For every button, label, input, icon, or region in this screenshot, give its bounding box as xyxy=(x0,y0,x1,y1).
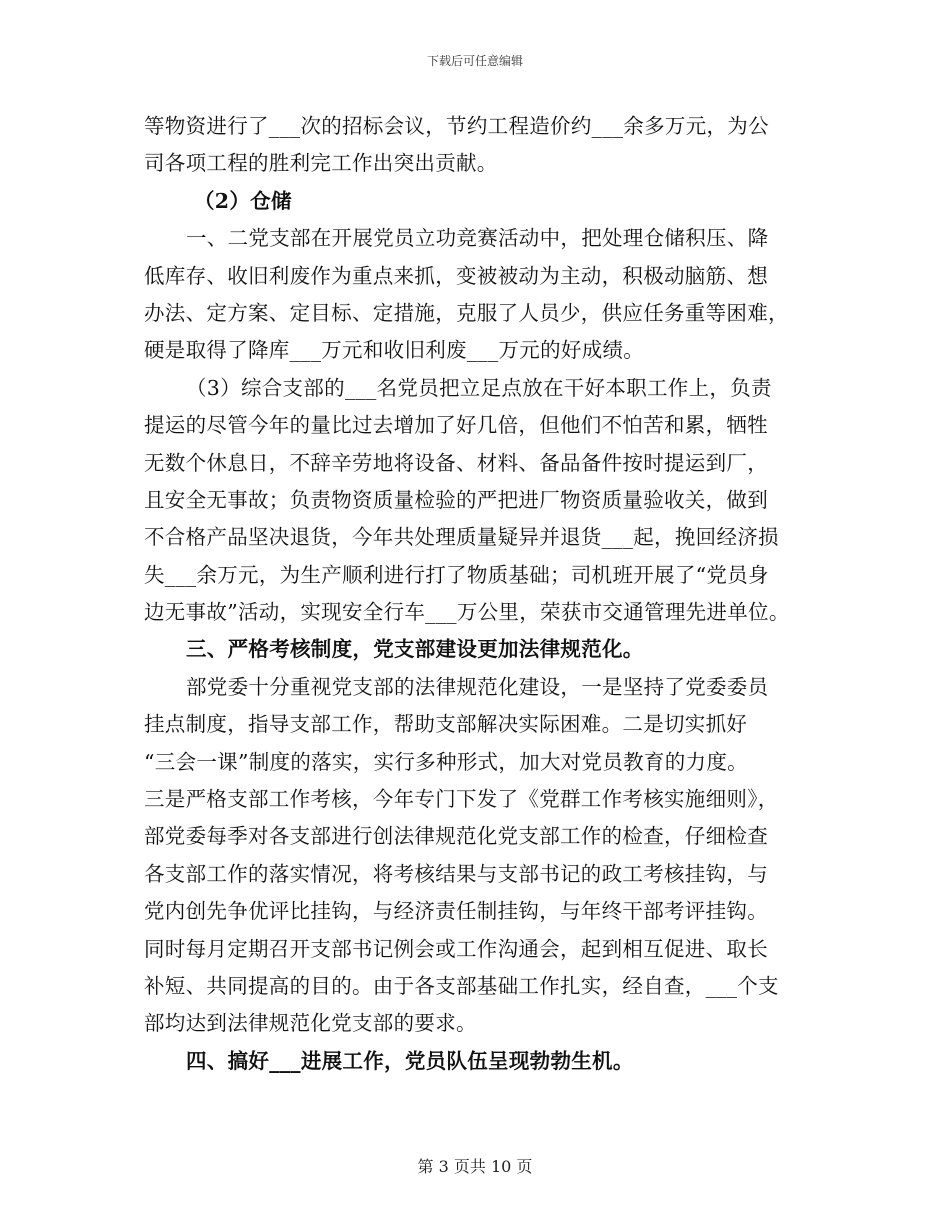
page-header: 下载后可任意编辑 xyxy=(426,54,523,68)
document-body xyxy=(144,108,824,1080)
body-line: 部党委每季对各支部进行创法律规范化党支部工作的检查，仔细检查 xyxy=(144,824,768,849)
page-footer: 第 3 页共 10 页 xyxy=(417,1157,533,1176)
body-line: 硬是取得了降库___万元和收旧利废___万元的好成绩。 xyxy=(144,338,645,363)
body-line: 部均达到法律规范化党支部的要求。 xyxy=(144,1011,477,1036)
body-line: 等物资进行了___次的招标会议，节约工程造价约___余多万元，为公 xyxy=(144,114,769,138)
section-heading: 四、搞好___进展工作，党员队伍呈现勃勃生机。 xyxy=(186,1048,634,1073)
body-line: 办法、定方案、定目标、定措施，克服了人员少，供应任务重等困难， xyxy=(144,300,789,325)
body-line: 同时每月定期召开支部书记例会或工作沟通会，起到相互促进、取长 xyxy=(144,936,768,961)
section-heading: 三、严格考核制度，党支部建设更加法律规范化。 xyxy=(186,637,644,662)
body-line: 低库存、收旧利废作为重点来抓，变被被动为主动，积极动脑筋、想 xyxy=(144,263,768,288)
body-line: 边无事故”活动，实现安全行车___万公里，荣获市交通管理先进单位。 xyxy=(144,600,790,625)
body-line: 不合格产品坚决退货，今年共处理质量疑异并退货___起，挽回经济损 xyxy=(144,525,779,550)
body-line: 各支部工作的落实情况，将考核结果与支部书记的政工考核挂钩，与 xyxy=(144,861,768,886)
paragraph-first-line: 一、二党支部在开展党员立功竞赛活动中，把处理仓储积压、降 xyxy=(186,226,769,251)
subsection-heading: （2）仓储 xyxy=(194,188,292,213)
body-line: 挂点制度，指导支部工作，帮助支部解决实际困难。二是切实抓好 xyxy=(144,712,748,737)
paragraph-first-line: 部党委十分重视党支部的法律规范化建设，一是坚持了党委委员 xyxy=(186,674,769,699)
paragraph-first-line: （3）综合支部的___名党员把立足点放在干好本职工作上，负责 xyxy=(186,375,772,400)
body-line: 提运的尽管今年的量比过去增加了好几倍，但他们不怕苦和累，牺牲 xyxy=(144,413,768,438)
body-line: 党内创先争优评比挂钩，与经济责任制挂钩，与年终干部考评挂钩。 xyxy=(144,899,768,924)
body-line: 且安全无事故；负责物资质量检验的严把进厂物资质量验收关，做到 xyxy=(144,487,768,512)
body-line: “三会一课”制度的落实，实行多种形式，加大对党员教育的力度。 xyxy=(144,749,748,774)
body-line: 司各项工程的胜利完工作出突出贡献。 xyxy=(144,151,498,176)
body-line: 无数个休息日，不辞辛劳地将设备、材料、备品备件按时提运到厂， xyxy=(144,450,768,475)
body-line: 三是严格支部工作考核，今年专门下发了《党群工作考核实施细则》， xyxy=(144,787,779,812)
body-line: 补短、共同提高的目的。由于各支部基础工作扎实，经自查，___个支 xyxy=(144,973,779,998)
body-line: 失___余万元，为生产顺利进行打了物质基础；司机班开展了“党员身 xyxy=(144,562,769,587)
